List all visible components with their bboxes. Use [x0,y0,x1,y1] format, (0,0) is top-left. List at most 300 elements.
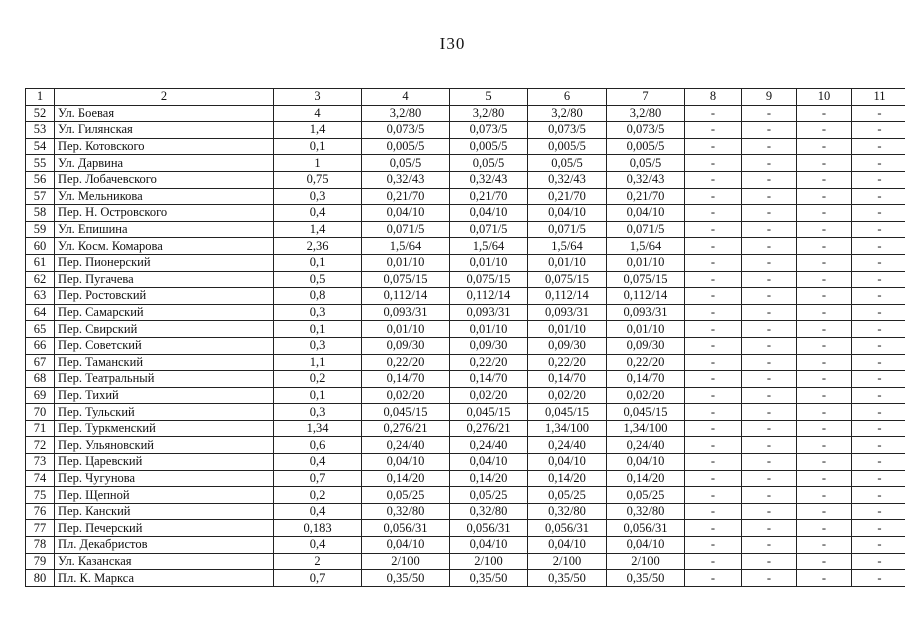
col-6-value: 0,04/10 [528,537,607,554]
col-11-value: - [852,254,905,271]
col-7-value: 0,075/15 [607,271,685,288]
col-8-value: - [685,155,742,172]
col-8-value: - [685,487,742,504]
col-6-value: 0,09/30 [528,337,607,354]
col-6-value: 1,34/100 [528,420,607,437]
table-row [26,354,905,371]
row-number: 55 [26,155,55,172]
street-name: Пер. Туркменский [55,420,274,437]
col-7-value: 0,073/5 [607,122,685,139]
col-3-value: 1,34 [274,420,362,437]
col-9-value: - [742,537,797,554]
table-row [26,288,905,305]
col-11-value: - [852,470,905,487]
row-number: 64 [26,304,55,321]
col-9-value: - [742,387,797,404]
col-7-value: 0,093/31 [607,304,685,321]
col-5-value: 0,093/31 [450,304,528,321]
col-9-value: - [742,138,797,155]
col-11-value: - [852,271,905,288]
row-number: 62 [26,271,55,288]
table-row [26,105,905,122]
street-name: Ул. Косм. Комарова [55,238,274,255]
col-5-value: 0,073/5 [450,122,528,139]
col-3-value: 0,7 [274,470,362,487]
col-3-value: 0,2 [274,371,362,388]
col-7-value: 0,21/70 [607,188,685,205]
col-8-value: - [685,254,742,271]
col-11-value: - [852,454,905,471]
col-3-value: 0,1 [274,321,362,338]
col-3-value: 0,4 [274,205,362,222]
col-6-value: 0,21/70 [528,188,607,205]
col-4-value: 0,075/15 [362,271,450,288]
street-name: Пер. Ростовский [55,288,274,305]
row-number: 70 [26,404,55,421]
col-5-value: 0,04/10 [450,537,528,554]
table-row [26,387,905,404]
row-number: 65 [26,321,55,338]
column-header-11: 11 [852,89,905,106]
col-10-value: - [797,288,852,305]
col-10-value: - [797,553,852,570]
col-10-value: - [797,171,852,188]
col-8-value: - [685,503,742,520]
row-number: 66 [26,337,55,354]
column-header-6: 6 [528,89,607,106]
col-10-value: - [797,122,852,139]
col-5-value: 0,05/5 [450,155,528,172]
table-row [26,404,905,421]
row-number: 80 [26,570,55,587]
col-10-value: - [797,420,852,437]
col-4-value: 0,05/25 [362,487,450,504]
row-number: 58 [26,205,55,222]
col-11-value: - [852,354,905,371]
col-4-value: 1,5/64 [362,238,450,255]
col-4-value: 0,35/50 [362,570,450,587]
col-3-value: 0,1 [274,138,362,155]
col-11-value: - [852,122,905,139]
col-8-value: - [685,321,742,338]
row-number: 61 [26,254,55,271]
column-header-9: 9 [742,89,797,106]
table-row [26,570,905,587]
col-7-value: 0,04/10 [607,454,685,471]
col-7-value: 0,04/10 [607,537,685,554]
col-3-value: 0,6 [274,437,362,454]
col-5-value: 0,22/20 [450,354,528,371]
col-10-value: - [797,188,852,205]
col-11-value: - [852,420,905,437]
col-11-value: - [852,288,905,305]
col-8-value: - [685,171,742,188]
col-11-value: - [852,105,905,122]
col-10-value: - [797,254,852,271]
col-11-value: - [852,437,905,454]
col-7-value: 0,005/5 [607,138,685,155]
col-11-value: - [852,520,905,537]
table-header-row [26,89,905,106]
col-4-value: 0,04/10 [362,205,450,222]
col-4-value: 0,005/5 [362,138,450,155]
col-8-value: - [685,221,742,238]
col-5-value: 0,02/20 [450,387,528,404]
col-5-value: 0,071/5 [450,221,528,238]
col-7-value: 0,32/43 [607,171,685,188]
col-3-value: 0,3 [274,188,362,205]
col-11-value: - [852,155,905,172]
col-4-value: 0,02/20 [362,387,450,404]
col-11-value: - [852,387,905,404]
col-3-value: 0,8 [274,288,362,305]
col-8-value: - [685,387,742,404]
col-7-value: 0,14/70 [607,371,685,388]
col-9-value: - [742,470,797,487]
col-4-value: 0,073/5 [362,122,450,139]
col-4-value: 0,071/5 [362,221,450,238]
col-11-value: - [852,138,905,155]
col-8-value: - [685,188,742,205]
street-name: Ул. Гилянская [55,122,274,139]
column-header-8: 8 [685,89,742,106]
col-6-value: 0,045/15 [528,404,607,421]
col-7-value: 0,24/40 [607,437,685,454]
street-name: Пер. Пугачева [55,271,274,288]
row-number: 67 [26,354,55,371]
col-10-value: - [797,238,852,255]
street-name: Пер. Н. Островского [55,205,274,222]
column-header-4: 4 [362,89,450,106]
col-10-value: - [797,404,852,421]
col-5-value: 0,24/40 [450,437,528,454]
col-8-value: - [685,371,742,388]
row-number: 72 [26,437,55,454]
col-10-value: - [797,271,852,288]
col-8-value: - [685,520,742,537]
col-6-value: 0,05/5 [528,155,607,172]
street-name: Пер. Свирский [55,321,274,338]
table-row [26,420,905,437]
col-6-value: 0,14/20 [528,470,607,487]
col-10-value: - [797,520,852,537]
street-name: Пер. Щепной [55,487,274,504]
col-9-value: - [742,271,797,288]
street-name: Пер. Чугунова [55,470,274,487]
col-5-value: 0,276/21 [450,420,528,437]
table-row [26,503,905,520]
col-8-value: - [685,553,742,570]
col-4-value: 3,2/80 [362,105,450,122]
table-row [26,304,905,321]
col-9-value: - [742,454,797,471]
col-6-value: 3,2/80 [528,105,607,122]
col-10-value: - [797,570,852,587]
col-10-value: - [797,304,852,321]
col-11-value: - [852,238,905,255]
col-3-value: 1 [274,155,362,172]
col-9-value: - [742,503,797,520]
column-header-1: 1 [26,89,55,106]
col-10-value: - [797,487,852,504]
col-7-value: 0,05/5 [607,155,685,172]
table-row [26,487,905,504]
col-6-value: 0,02/20 [528,387,607,404]
table-row [26,238,905,255]
table-row [26,188,905,205]
col-3-value: 0,4 [274,503,362,520]
col-10-value: - [797,387,852,404]
col-6-value: 0,35/50 [528,570,607,587]
row-number: 54 [26,138,55,155]
row-number: 73 [26,454,55,471]
col-9-value: - [742,553,797,570]
row-number: 74 [26,470,55,487]
col-8-value: - [685,420,742,437]
col-11-value: - [852,221,905,238]
col-10-value: - [797,155,852,172]
row-number: 60 [26,238,55,255]
col-9-value: - [742,288,797,305]
col-5-value: 0,075/15 [450,271,528,288]
col-8-value: - [685,122,742,139]
table-body [26,105,905,586]
col-6-value: 0,073/5 [528,122,607,139]
col-9-value: - [742,188,797,205]
col-4-value: 0,01/10 [362,321,450,338]
col-5-value: 0,32/43 [450,171,528,188]
col-4-value: 0,04/10 [362,454,450,471]
col-8-value: - [685,337,742,354]
col-4-value: 0,04/10 [362,537,450,554]
row-number: 79 [26,553,55,570]
col-3-value: 0,75 [274,171,362,188]
table-row [26,205,905,222]
table-row [26,271,905,288]
col-3-value: 4 [274,105,362,122]
col-7-value: 0,09/30 [607,337,685,354]
row-number: 77 [26,520,55,537]
col-4-value: 0,24/40 [362,437,450,454]
street-name: Пер. Театральный [55,371,274,388]
col-11-value: - [852,503,905,520]
row-number: 57 [26,188,55,205]
row-number: 69 [26,387,55,404]
col-11-value: - [852,205,905,222]
table-row [26,537,905,554]
street-name: Ул. Боевая [55,105,274,122]
street-name: Пер. Царевский [55,454,274,471]
col-4-value: 2/100 [362,553,450,570]
street-name: Пер. Канский [55,503,274,520]
table-row [26,221,905,238]
col-4-value: 0,056/31 [362,520,450,537]
col-3-value: 0,5 [274,271,362,288]
col-4-value: 0,112/14 [362,288,450,305]
col-5-value: 0,04/10 [450,205,528,222]
data-table [25,88,905,587]
column-header-5: 5 [450,89,528,106]
street-name: Пер. Ульяновский [55,437,274,454]
col-9-value: - [742,354,797,371]
col-5-value: 0,05/25 [450,487,528,504]
col-9-value: - [742,122,797,139]
col-6-value: 0,112/14 [528,288,607,305]
col-9-value: - [742,321,797,338]
col-7-value: 0,22/20 [607,354,685,371]
col-8-value: - [685,454,742,471]
col-6-value: 0,24/40 [528,437,607,454]
col-5-value: 0,04/10 [450,454,528,471]
col-8-value: - [685,138,742,155]
col-4-value: 0,09/30 [362,337,450,354]
col-9-value: - [742,238,797,255]
page-number: I30 [439,34,466,53]
col-9-value: - [742,155,797,172]
col-11-value: - [852,337,905,354]
col-5-value: 0,21/70 [450,188,528,205]
col-3-value: 0,4 [274,537,362,554]
col-3-value: 0,1 [274,254,362,271]
table-row [26,171,905,188]
col-3-value: 0,3 [274,304,362,321]
street-name: Пер. Печерский [55,520,274,537]
col-5-value: 0,01/10 [450,254,528,271]
col-10-value: - [797,138,852,155]
col-7-value: 0,04/10 [607,205,685,222]
street-name: Ул. Казанская [55,553,274,570]
col-9-value: - [742,105,797,122]
col-8-value: - [685,288,742,305]
col-6-value: 0,04/10 [528,454,607,471]
col-11-value: - [852,537,905,554]
col-11-value: - [852,188,905,205]
col-8-value: - [685,354,742,371]
street-name: Пер. Советский [55,337,274,354]
col-8-value: - [685,271,742,288]
col-11-value: - [852,171,905,188]
col-3-value: 2,36 [274,238,362,255]
column-header-10: 10 [797,89,852,106]
col-7-value: 0,01/10 [607,254,685,271]
col-6-value: 1,5/64 [528,238,607,255]
col-8-value: - [685,537,742,554]
street-name: Пл. К. Маркса [55,570,274,587]
street-name: Пер. Самарский [55,304,274,321]
table-row [26,470,905,487]
table-row [26,254,905,271]
col-4-value: 0,21/70 [362,188,450,205]
col-8-value: - [685,304,742,321]
col-10-value: - [797,354,852,371]
col-9-value: - [742,304,797,321]
col-10-value: - [797,221,852,238]
col-7-value: 0,056/31 [607,520,685,537]
table-row [26,437,905,454]
col-9-value: - [742,371,797,388]
column-header-7: 7 [607,89,685,106]
col-5-value: 0,01/10 [450,321,528,338]
col-4-value: 0,045/15 [362,404,450,421]
col-3-value: 1,4 [274,221,362,238]
col-3-value: 0,183 [274,520,362,537]
col-5-value: 0,35/50 [450,570,528,587]
col-7-value: 0,32/80 [607,503,685,520]
col-3-value: 0,7 [274,570,362,587]
col-4-value: 0,01/10 [362,254,450,271]
col-9-value: - [742,171,797,188]
col-8-value: - [685,570,742,587]
col-11-value: - [852,570,905,587]
street-name: Ул. Дарвина [55,155,274,172]
col-6-value: 0,01/10 [528,321,607,338]
col-9-value: - [742,570,797,587]
col-5-value: 0,32/80 [450,503,528,520]
col-8-value: - [685,105,742,122]
col-5-value: 2/100 [450,553,528,570]
street-name: Пер. Тульский [55,404,274,421]
col-4-value: 0,276/21 [362,420,450,437]
col-10-value: - [797,371,852,388]
col-4-value: 0,32/43 [362,171,450,188]
col-3-value: 0,1 [274,387,362,404]
col-8-value: - [685,238,742,255]
table-row [26,553,905,570]
col-3-value: 0,3 [274,404,362,421]
col-6-value: 0,075/15 [528,271,607,288]
col-9-value: - [742,221,797,238]
col-6-value: 0,04/10 [528,205,607,222]
col-9-value: - [742,437,797,454]
col-4-value: 0,05/5 [362,155,450,172]
col-9-value: - [742,520,797,537]
row-number: 59 [26,221,55,238]
row-number: 63 [26,288,55,305]
col-5-value: 0,112/14 [450,288,528,305]
table-row [26,138,905,155]
col-10-value: - [797,437,852,454]
col-11-value: - [852,371,905,388]
col-8-value: - [685,470,742,487]
col-7-value: 0,045/15 [607,404,685,421]
street-name: Пер. Котовского [55,138,274,155]
col-6-value: 0,32/43 [528,171,607,188]
col-9-value: - [742,337,797,354]
col-10-value: - [797,105,852,122]
col-4-value: 0,22/20 [362,354,450,371]
street-name: Пер. Тихий [55,387,274,404]
table-row [26,454,905,471]
street-name: Пер. Лобачевского [55,171,274,188]
col-3-value: 1,1 [274,354,362,371]
col-8-value: - [685,437,742,454]
street-name: Пер. Таманский [55,354,274,371]
table-row [26,321,905,338]
col-10-value: - [797,205,852,222]
col-4-value: 0,32/80 [362,503,450,520]
row-number: 56 [26,171,55,188]
col-10-value: - [797,454,852,471]
col-7-value: 1,34/100 [607,420,685,437]
col-5-value: 0,14/20 [450,470,528,487]
row-number: 76 [26,503,55,520]
table-row [26,337,905,354]
col-3-value: 0,2 [274,487,362,504]
col-7-value: 0,35/50 [607,570,685,587]
column-header-3: 3 [274,89,362,106]
col-7-value: 0,071/5 [607,221,685,238]
street-name: Ул. Епишина [55,221,274,238]
